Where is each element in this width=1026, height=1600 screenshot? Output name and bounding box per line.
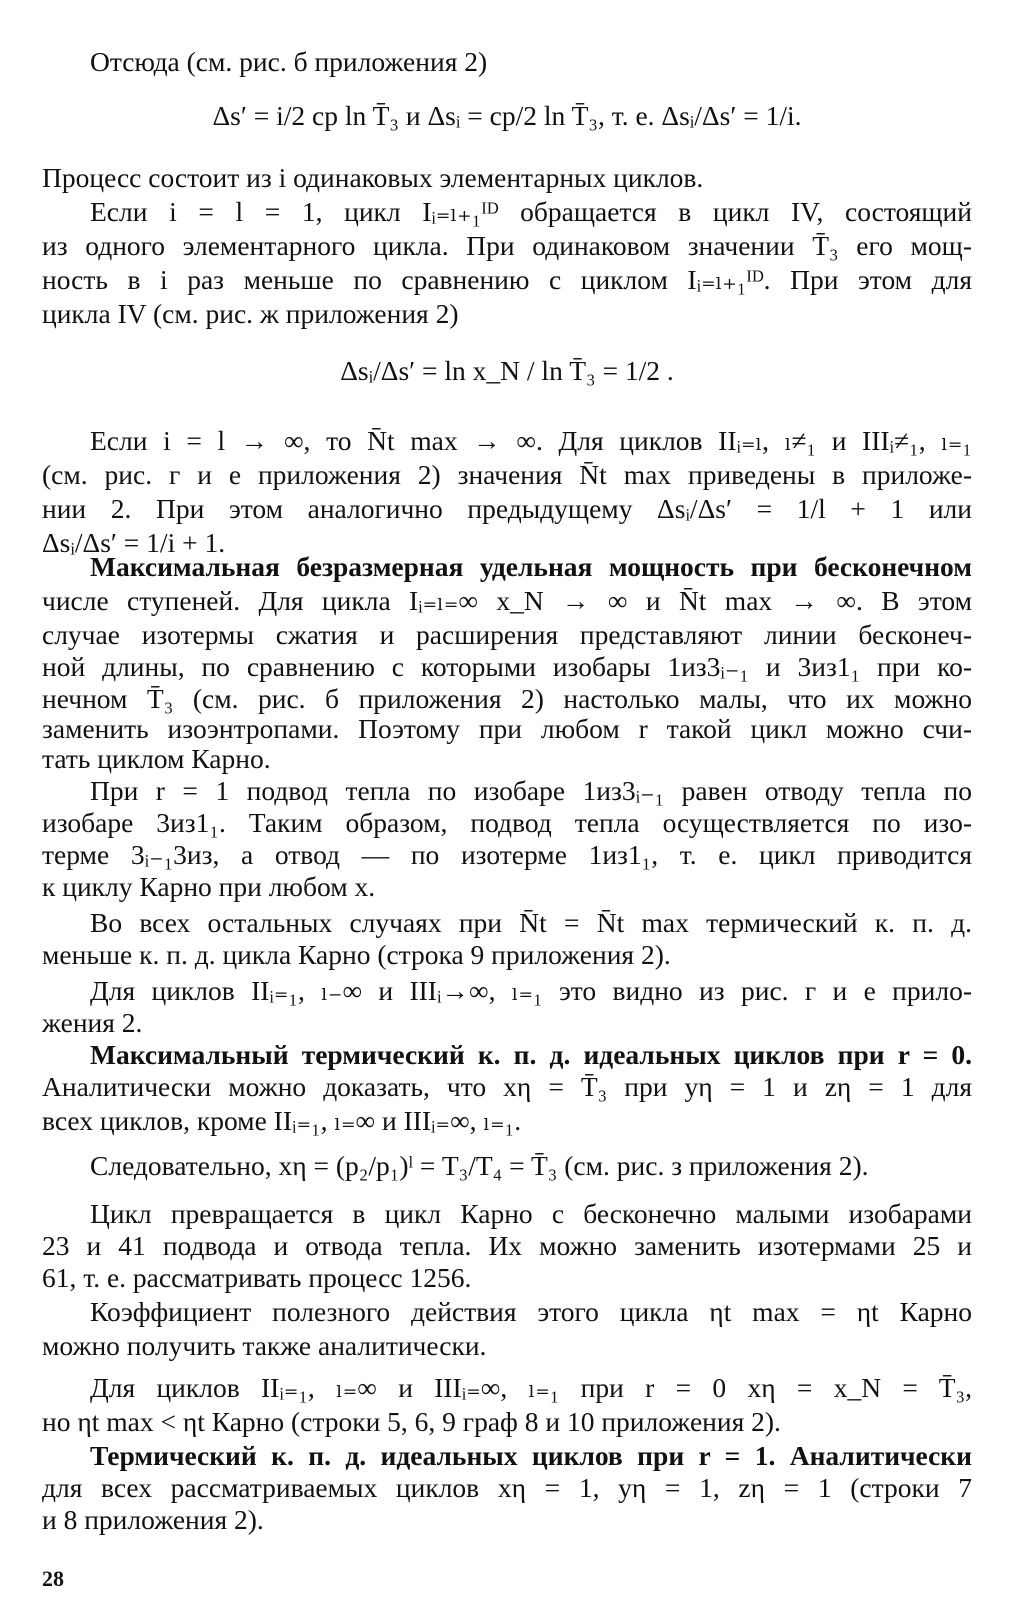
text-line: можно получить также аналитически.: [42, 1330, 487, 1361]
formula-line: Следовательно, xη = (p₂/p₁)ˡ = T₃/T₄ = T̄₃ (см. рис. з приложения 2).: [90, 1150, 869, 1181]
text-line: жения 2.: [42, 1007, 143, 1038]
text-line: нечном T̄₃ (см. рис. б приложения 2) настолько малы, что их можно: [42, 683, 972, 714]
section-heading: Термический к. п. д. идеальных циклов при r = 1. Аналитически: [90, 1440, 972, 1471]
text-line: Коэффициент полезного действия этого цикла ηt max = ηt Карно: [90, 1296, 972, 1327]
text-line: меньше к. п. д. цикла Карно (строка 9 приложения 2).: [42, 939, 671, 970]
text-line: ной длины, по сравнению с которыми изобары 1из3ᵢ₋₁ и 3из1₁ при ко-: [42, 651, 972, 682]
text-line: ность в i раз меньше по сравнению с циклом Iᵢ₌ₗ₊₁ᴵᴰ. При этом для: [42, 264, 972, 295]
text-line: терме 3ᵢ₋₁3из, а отвод — по изотерме 1из1₁, т. е. цикл приводится: [42, 839, 972, 870]
text-line: цикла IV (см. рис. ж приложения 2): [42, 298, 459, 329]
text-line: к циклу Карно при любом x.: [42, 871, 376, 902]
text-line: изобаре 3из1₁. Таким образом, подвод тепла осуществляется по изо-: [42, 807, 972, 838]
text-line: числе ступеней. Для цикла Iᵢ₌ₗ₌∞ x_N → ∞ и N̄t max → ∞. В этом: [42, 585, 972, 616]
text-line: заменить изоэнтропами. Поэтому при любом r такой цикл можно счи-: [42, 713, 972, 744]
text-line: Δsᵢ/Δs′ = 1/i + 1.: [42, 527, 226, 558]
text-line: Аналитически можно доказать, что xη = T̄₃ при yη = 1 и zη = 1 для: [42, 1071, 972, 1102]
text-line: Если i = l = 1, цикл Iᵢ₌ₗ₊₁ᴵᴰ обращается в цикл IV, состоящий: [90, 196, 972, 227]
text-line: Цикл превращается в цикл Карно с бесконечно малыми изобарами: [90, 1198, 972, 1229]
page-number: 28: [42, 1566, 64, 1591]
formula-line: Δs′ = i/2 cp ln T̄₃ и Δsᵢ = cp/2 ln T̄₃, т. е. Δsᵢ/Δs′ = 1/i.: [212, 100, 802, 131]
text-line: Процесс состоит из i одинаковых элементарных циклов.: [42, 162, 704, 193]
section-heading: Максимальный термический к. п. д. идеальных циклов при r = 0.: [90, 1039, 972, 1070]
text-line: (см. рис. г и е приложения 2) значения N̄t max приведены в приложе-: [42, 459, 972, 490]
section-heading: Максимальная безразмерная удельная мощность при бесконечном: [90, 551, 972, 582]
text-line: Для циклов IIᵢ₌₁, ₗ₌∞ и IIIᵢ₌∞, ₗ₌₁ при r = 0 xη = x_N = T̄₃,: [90, 1372, 972, 1403]
text-line: При r = 1 подвод тепла по изобаре 1из3ᵢ₋₁ равен отводу тепла по: [90, 775, 972, 806]
text-line: и 8 приложения 2).: [42, 1504, 264, 1535]
text-line: 23 и 41 подвода и отвода тепла. Их можно заменить изотермами 25 и: [42, 1230, 972, 1261]
text-line: нии 2. При этом аналогично предыдущему Δsᵢ/Δs′ = 1/l + 1 или: [42, 493, 972, 524]
text-line: для всех рассматриваемых циклов xη = 1, yη = 1, zη = 1 (строки 7: [42, 1472, 972, 1503]
text-line: Во всех остальных случаях при N̄t = N̄t max термический к. п. д.: [90, 907, 972, 938]
text-line: Если i = l → ∞, то N̄t max → ∞. Для циклов IIᵢ₌ₗ, ₗ≠₁ и IIIᵢ≠₁, ₗ₌₁: [90, 425, 972, 456]
text-line: Для циклов IIᵢ₌₁, ₗ₋∞ и IIIᵢ→∞, ₗ₌₁ это видно из рис. г и е прило-: [90, 975, 972, 1006]
formula-line: Δsᵢ/Δs′ = ln x_N / ln T̄₃ = 1/2 .: [340, 355, 674, 386]
text-line: 61, т. е. рассматривать процесс 1256.: [42, 1262, 472, 1293]
text-line: но ηt max < ηt Карно (строки 5, 6, 9 граф 8 и 10 приложения 2).: [42, 1406, 781, 1437]
text-line: случае изотермы сжатия и расширения представляют линии бесконеч-: [42, 619, 972, 650]
text-line: из одного элементарного цикла. При одинаковом значении T̄₃ его мощ-: [42, 230, 972, 261]
text-line: тать циклом Карно.: [42, 743, 271, 774]
text-line: всех циклов, кроме IIᵢ₌₁, ₗ₌∞ и IIIᵢ₌∞, ₗ₌₁.: [42, 1105, 522, 1136]
text-line: Отсюда (см. рис. б приложения 2): [90, 46, 488, 77]
